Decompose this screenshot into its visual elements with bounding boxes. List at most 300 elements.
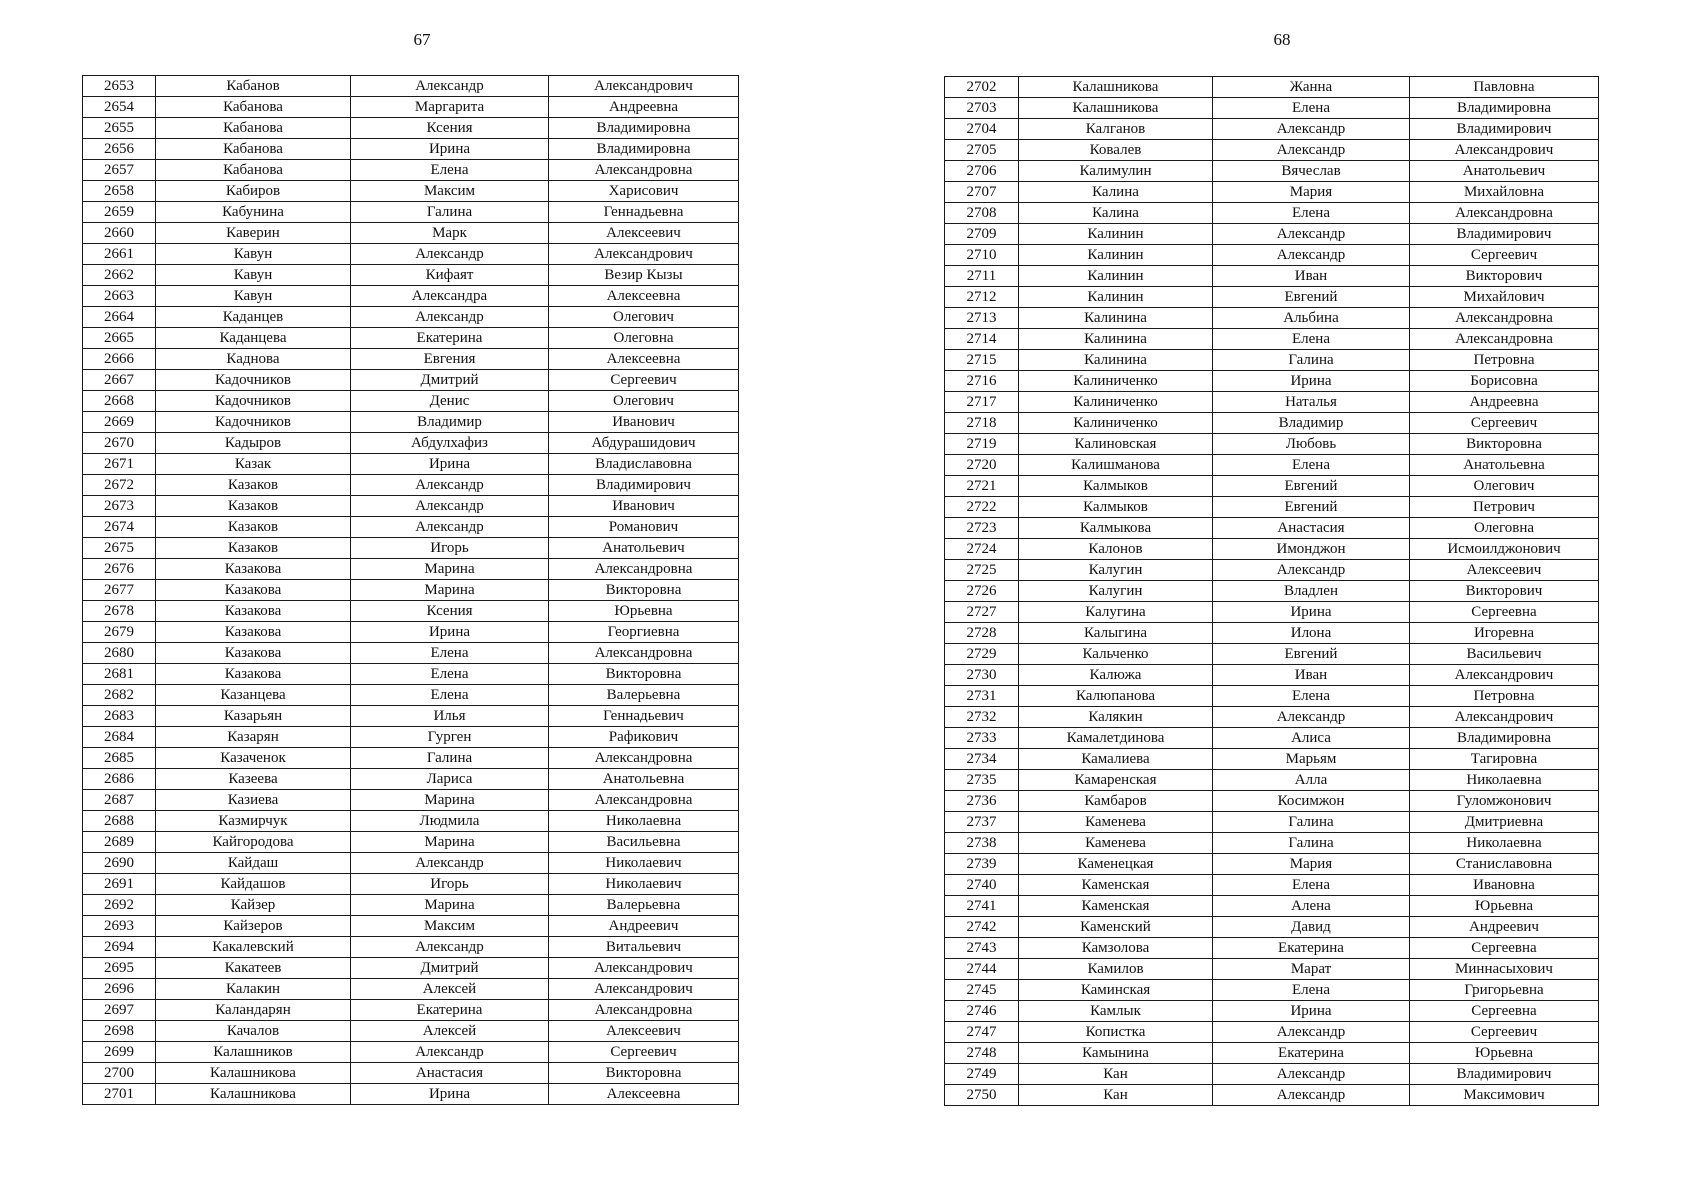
row-number-cell: 2746 (945, 1001, 1019, 1022)
patronymic-cell: Александрович (549, 244, 739, 265)
patronymic-cell: Александровна (549, 643, 739, 664)
row-number-cell: 2653 (83, 76, 156, 97)
first-name-cell: Евгений (1213, 476, 1410, 497)
row-number-cell: 2720 (945, 455, 1019, 476)
surname-cell: Копистка (1019, 1022, 1213, 1043)
surname-cell: Каминская (1019, 980, 1213, 1001)
table-row (945, 917, 1599, 938)
patronymic-cell: Анатольевна (549, 769, 739, 790)
patronymic-cell: Владимировна (1410, 98, 1599, 119)
row-number-cell: 2668 (83, 391, 156, 412)
surname-cell: Калашникова (156, 1084, 351, 1105)
table-row (83, 328, 739, 349)
surname-cell: Камбаров (1019, 791, 1213, 812)
row-number-cell: 2745 (945, 980, 1019, 1001)
surname-cell: Ковалев (1019, 140, 1213, 161)
table-row (83, 496, 739, 517)
surname-cell: Казакова (156, 643, 351, 664)
row-number-cell: 2659 (83, 202, 156, 223)
patronymic-cell: Сергеевич (1410, 413, 1599, 434)
table-row (83, 181, 739, 202)
patronymic-cell: Максимович (1410, 1085, 1599, 1106)
table-row (83, 601, 739, 622)
surname-cell: Казакова (156, 664, 351, 685)
table-row (945, 371, 1599, 392)
patronymic-cell: Иванович (549, 496, 739, 517)
row-number-cell: 2733 (945, 728, 1019, 749)
table-row (945, 161, 1599, 182)
table-row (83, 937, 739, 958)
patronymic-cell: Алексеевна (549, 349, 739, 370)
table-row (83, 517, 739, 538)
surname-cell: Камзолова (1019, 938, 1213, 959)
first-name-cell: Елена (351, 643, 549, 664)
table-row (945, 560, 1599, 581)
row-number-cell: 2731 (945, 686, 1019, 707)
patronymic-cell: Александровна (549, 160, 739, 181)
first-name-cell: Александр (1213, 707, 1410, 728)
row-number-cell: 2695 (83, 958, 156, 979)
patronymic-cell: Александрович (1410, 707, 1599, 728)
row-number-cell: 2698 (83, 1021, 156, 1042)
first-name-cell: Ирина (1213, 371, 1410, 392)
row-number-cell: 2690 (83, 853, 156, 874)
patronymic-cell: Рафикович (549, 727, 739, 748)
row-number-cell: 2737 (945, 812, 1019, 833)
patronymic-cell: Николаевич (549, 853, 739, 874)
surname-cell: Кадочников (156, 391, 351, 412)
table-row (83, 244, 739, 265)
first-name-cell: Елена (1213, 980, 1410, 1001)
patronymic-cell: Григорьевна (1410, 980, 1599, 1001)
first-name-cell: Ксения (351, 118, 549, 139)
patronymic-cell: Михайлович (1410, 287, 1599, 308)
first-name-cell: Александр (1213, 224, 1410, 245)
patronymic-cell: Андреевич (1410, 917, 1599, 938)
first-name-cell: Елена (351, 685, 549, 706)
row-number-cell: 2710 (945, 245, 1019, 266)
patronymic-cell: Олегович (549, 391, 739, 412)
row-number-cell: 2670 (83, 433, 156, 454)
table-row (83, 685, 739, 706)
first-name-cell: Александр (351, 1042, 549, 1063)
surname-cell: Казаков (156, 475, 351, 496)
row-number-cell: 2671 (83, 454, 156, 475)
first-name-cell: Екатерина (351, 1000, 549, 1021)
first-name-cell: Александр (351, 853, 549, 874)
first-name-cell: Елена (1213, 329, 1410, 350)
table-row (83, 286, 739, 307)
row-number-cell: 2744 (945, 959, 1019, 980)
table-row (83, 790, 739, 811)
row-number-cell: 2654 (83, 97, 156, 118)
table-row (945, 476, 1599, 497)
table-row (945, 329, 1599, 350)
patronymic-cell: Васильевна (549, 832, 739, 853)
row-number-cell: 2730 (945, 665, 1019, 686)
patronymic-cell: Анатольевна (1410, 455, 1599, 476)
patronymic-cell: Андреевич (549, 916, 739, 937)
patronymic-cell: Александровна (1410, 203, 1599, 224)
row-number-cell: 2679 (83, 622, 156, 643)
first-name-cell: Александр (351, 307, 549, 328)
table-row (83, 139, 739, 160)
patronymic-cell: Сергеевна (1410, 938, 1599, 959)
surname-cell: Кан (1019, 1085, 1213, 1106)
first-name-cell: Галина (351, 748, 549, 769)
row-number-cell: 2709 (945, 224, 1019, 245)
first-name-cell: Ирина (1213, 602, 1410, 623)
surname-cell: Каменский (1019, 917, 1213, 938)
row-number-cell: 2665 (83, 328, 156, 349)
first-name-cell: Косимжон (1213, 791, 1410, 812)
table-row (945, 266, 1599, 287)
first-name-cell: Максим (351, 916, 549, 937)
table-row (83, 370, 739, 391)
surname-cell: Кайзеров (156, 916, 351, 937)
first-name-cell: Максим (351, 181, 549, 202)
surname-cell: Качалов (156, 1021, 351, 1042)
table-row (945, 644, 1599, 665)
surname-cell: Казмирчук (156, 811, 351, 832)
patronymic-cell: Николаевич (549, 874, 739, 895)
first-name-cell: Владимир (1213, 413, 1410, 434)
surname-cell: Калиновская (1019, 434, 1213, 455)
first-name-cell: Вячеслав (1213, 161, 1410, 182)
first-name-cell: Евгения (351, 349, 549, 370)
surname-cell: Кабанова (156, 97, 351, 118)
page-number-left: 67 (413, 30, 431, 49)
table-row (945, 434, 1599, 455)
table-row (83, 727, 739, 748)
patronymic-cell: Викторовна (549, 1063, 739, 1084)
patronymic-cell: Сергеевич (549, 1042, 739, 1063)
patronymic-cell: Юрьевна (1410, 896, 1599, 917)
surname-cell: Какатеев (156, 958, 351, 979)
surname-cell: Калыгина (1019, 623, 1213, 644)
surname-cell: Калякин (1019, 707, 1213, 728)
table-row (83, 97, 739, 118)
table-row (83, 1021, 739, 1042)
surname-cell: Калишманова (1019, 455, 1213, 476)
row-number-cell: 2712 (945, 287, 1019, 308)
table-row (83, 895, 739, 916)
patronymic-cell: Андреевна (1410, 392, 1599, 413)
table-row (945, 392, 1599, 413)
surname-cell: Каданцева (156, 328, 351, 349)
first-name-cell: Маргарита (351, 97, 549, 118)
first-name-cell: Алексей (351, 1021, 549, 1042)
table-row (945, 959, 1599, 980)
patronymic-cell: Владимирович (549, 475, 739, 496)
patronymic-cell: Петровна (1410, 686, 1599, 707)
table-row (945, 413, 1599, 434)
row-number-cell: 2748 (945, 1043, 1019, 1064)
table-row (945, 140, 1599, 161)
row-number-cell: 2693 (83, 916, 156, 937)
table-row (945, 728, 1599, 749)
row-number-cell: 2677 (83, 580, 156, 601)
first-name-cell: Александр (351, 517, 549, 538)
first-name-cell: Иван (1213, 266, 1410, 287)
first-name-cell: Кифаят (351, 265, 549, 286)
patronymic-cell: Георгиевна (549, 622, 739, 643)
surname-cell: Калмыкова (1019, 518, 1213, 539)
first-name-cell: Александр (1213, 1022, 1410, 1043)
table-row (83, 349, 739, 370)
surname-cell: Кальченко (1019, 644, 1213, 665)
row-number-cell: 2684 (83, 727, 156, 748)
patronymic-cell: Александровна (1410, 308, 1599, 329)
patronymic-cell: Олеговна (1410, 518, 1599, 539)
table-row (83, 916, 739, 937)
patronymic-cell: Михайловна (1410, 182, 1599, 203)
first-name-cell: Лариса (351, 769, 549, 790)
surname-cell: Калиниченко (1019, 371, 1213, 392)
first-name-cell: Александр (1213, 140, 1410, 161)
table-row (945, 791, 1599, 812)
patronymic-cell: Миннасыхович (1410, 959, 1599, 980)
patronymic-cell: Алексеевич (1410, 560, 1599, 581)
row-number-cell: 2700 (83, 1063, 156, 1084)
patronymic-cell: Николаевна (549, 811, 739, 832)
first-name-cell: Александр (351, 244, 549, 265)
row-number-cell: 2726 (945, 581, 1019, 602)
row-number-cell: 2743 (945, 938, 1019, 959)
table-row (945, 896, 1599, 917)
first-name-cell: Владлен (1213, 581, 1410, 602)
table-row (945, 770, 1599, 791)
first-name-cell: Игорь (351, 874, 549, 895)
row-number-cell: 2719 (945, 434, 1019, 455)
first-name-cell: Ирина (351, 622, 549, 643)
row-number-cell: 2667 (83, 370, 156, 391)
first-name-cell: Екатерина (1213, 938, 1410, 959)
table-row (83, 76, 739, 97)
patronymic-cell: Алексеевич (549, 223, 739, 244)
surname-cell: Калина (1019, 203, 1213, 224)
patronymic-cell: Владимирович (1410, 1064, 1599, 1085)
first-name-cell: Гурген (351, 727, 549, 748)
patronymic-cell: Анатольевич (1410, 161, 1599, 182)
first-name-cell: Елена (1213, 98, 1410, 119)
patronymic-cell: Тагировна (1410, 749, 1599, 770)
patronymic-cell: Николаевна (1410, 770, 1599, 791)
table-row (83, 1063, 739, 1084)
first-name-cell: Александр (351, 76, 549, 97)
surname-cell: Казарян (156, 727, 351, 748)
first-name-cell: Илья (351, 706, 549, 727)
first-name-cell: Галина (1213, 833, 1410, 854)
first-name-cell: Елена (1213, 203, 1410, 224)
table-row (945, 875, 1599, 896)
row-number-cell: 2694 (83, 937, 156, 958)
patronymic-cell: Гуломжонович (1410, 791, 1599, 812)
table-row (945, 938, 1599, 959)
surname-cell: Каменская (1019, 896, 1213, 917)
table-row (945, 455, 1599, 476)
row-number-cell: 2669 (83, 412, 156, 433)
page-number-right: 68 (1273, 30, 1291, 49)
table-row (945, 833, 1599, 854)
patronymic-cell: Владимирович (1410, 119, 1599, 140)
first-name-cell: Наталья (1213, 392, 1410, 413)
patronymic-cell: Владимирович (1410, 224, 1599, 245)
table-row (83, 811, 739, 832)
row-number-cell: 2722 (945, 497, 1019, 518)
first-name-cell: Александр (351, 937, 549, 958)
first-name-cell: Галина (1213, 812, 1410, 833)
surname-cell: Каверин (156, 223, 351, 244)
row-number-cell: 2708 (945, 203, 1019, 224)
surname-cell: Калашников (156, 1042, 351, 1063)
surname-cell: Каменева (1019, 833, 1213, 854)
surname-cell: Калимулин (1019, 161, 1213, 182)
row-number-cell: 2692 (83, 895, 156, 916)
surname-cell: Кабунина (156, 202, 351, 223)
surname-cell: Казанцева (156, 685, 351, 706)
patronymic-cell: Валерьевна (549, 685, 739, 706)
row-number-cell: 2682 (83, 685, 156, 706)
first-name-cell: Елена (351, 664, 549, 685)
surname-cell: Калюжа (1019, 665, 1213, 686)
surname-cell: Каднова (156, 349, 351, 370)
patronymic-cell: Владимировна (1410, 728, 1599, 749)
surname-cell: Казакова (156, 559, 351, 580)
row-number-cell: 2678 (83, 601, 156, 622)
table-row (83, 160, 739, 181)
table-row (945, 707, 1599, 728)
first-name-cell: Имонджон (1213, 539, 1410, 560)
patronymic-cell: Сергеевич (549, 370, 739, 391)
first-name-cell: Евгений (1213, 497, 1410, 518)
table-row (83, 748, 739, 769)
table-row (83, 1042, 739, 1063)
table-row (945, 350, 1599, 371)
table-row (945, 602, 1599, 623)
first-name-cell: Александр (351, 496, 549, 517)
row-number-cell: 2701 (83, 1084, 156, 1105)
row-number-cell: 2714 (945, 329, 1019, 350)
surname-cell: Камилов (1019, 959, 1213, 980)
table-row (945, 203, 1599, 224)
patronymic-cell: Александрович (549, 979, 739, 1000)
surname-cell: Калмыков (1019, 476, 1213, 497)
table-row (83, 706, 739, 727)
table-row (83, 223, 739, 244)
row-number-cell: 2672 (83, 475, 156, 496)
surname-cell: Кабанова (156, 139, 351, 160)
surname-cell: Калмыков (1019, 497, 1213, 518)
table-row (83, 1084, 739, 1105)
table-row (83, 412, 739, 433)
table-row (945, 77, 1599, 98)
surname-cell: Калиниченко (1019, 392, 1213, 413)
first-name-cell: Елена (1213, 455, 1410, 476)
table-row (83, 559, 739, 580)
surname-cell: Калюпанова (1019, 686, 1213, 707)
patronymic-cell: Викторович (1410, 266, 1599, 287)
table-row (945, 980, 1599, 1001)
patronymic-cell: Александровна (1410, 329, 1599, 350)
row-number-cell: 2675 (83, 538, 156, 559)
surname-cell: Камаренская (1019, 770, 1213, 791)
surname-cell: Калашникова (156, 1063, 351, 1084)
row-number-cell: 2715 (945, 350, 1019, 371)
surname-cell: Казаков (156, 496, 351, 517)
first-name-cell: Ксения (351, 601, 549, 622)
surname-cell: Каменская (1019, 875, 1213, 896)
patronymic-cell: Владимировна (549, 139, 739, 160)
table-row (945, 812, 1599, 833)
table-row (83, 265, 739, 286)
patronymic-cell: Олеговна (549, 328, 739, 349)
first-name-cell: Альбина (1213, 308, 1410, 329)
first-name-cell: Марина (351, 832, 549, 853)
row-number-cell: 2674 (83, 517, 156, 538)
patronymic-cell: Александровна (549, 748, 739, 769)
row-number-cell: 2655 (83, 118, 156, 139)
first-name-cell: Александра (351, 286, 549, 307)
row-number-cell: 2691 (83, 874, 156, 895)
surname-cell: Казаков (156, 517, 351, 538)
table-row (83, 622, 739, 643)
row-number-cell: 2680 (83, 643, 156, 664)
row-number-cell: 2740 (945, 875, 1019, 896)
row-number-cell: 2724 (945, 539, 1019, 560)
table-row (945, 665, 1599, 686)
surname-cell: Казиева (156, 790, 351, 811)
table-row (83, 832, 739, 853)
table-row (945, 1085, 1599, 1106)
patronymic-cell: Александрович (1410, 140, 1599, 161)
patronymic-cell: Дмитриевна (1410, 812, 1599, 833)
row-number-cell: 2718 (945, 413, 1019, 434)
patronymic-cell: Олегович (549, 307, 739, 328)
surname-cell: Кайдаш (156, 853, 351, 874)
first-name-cell: Марина (351, 580, 549, 601)
row-number-cell: 2721 (945, 476, 1019, 497)
surname-cell: Кабиров (156, 181, 351, 202)
table-row (83, 664, 739, 685)
first-name-cell: Александр (351, 475, 549, 496)
row-number-cell: 2683 (83, 706, 156, 727)
row-number-cell: 2739 (945, 854, 1019, 875)
first-name-cell: Давид (1213, 917, 1410, 938)
table-row (945, 854, 1599, 875)
row-number-cell: 2741 (945, 896, 1019, 917)
surname-cell: Каландарян (156, 1000, 351, 1021)
table-row (83, 874, 739, 895)
table-row (83, 769, 739, 790)
first-name-cell: Елена (1213, 686, 1410, 707)
first-name-cell: Екатерина (351, 328, 549, 349)
patronymic-cell: Викторович (1410, 581, 1599, 602)
patronymic-cell: Геннадьевна (549, 202, 739, 223)
surname-cell: Калонов (1019, 539, 1213, 560)
first-name-cell: Илона (1213, 623, 1410, 644)
first-name-cell: Евгений (1213, 287, 1410, 308)
first-name-cell: Екатерина (1213, 1043, 1410, 1064)
row-number-cell: 2711 (945, 266, 1019, 287)
patronymic-cell: Иванович (549, 412, 739, 433)
surname-cell: Калакин (156, 979, 351, 1000)
first-name-cell: Марина (351, 895, 549, 916)
row-number-cell: 2735 (945, 770, 1019, 791)
row-number-cell: 2742 (945, 917, 1019, 938)
surname-cell: Калина (1019, 182, 1213, 203)
row-number-cell: 2666 (83, 349, 156, 370)
